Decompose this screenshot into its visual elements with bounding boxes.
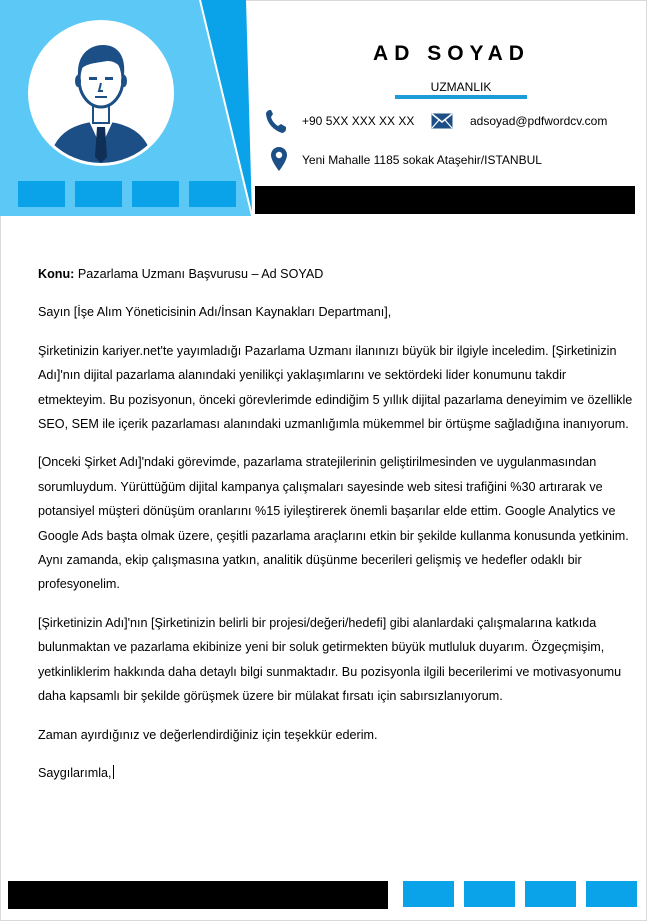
signoff-line [38, 761, 633, 785]
header-tab-block [132, 181, 179, 207]
avatar [28, 20, 174, 166]
subject-line [38, 262, 633, 286]
paragraph-2: [Onceki Şirket Adı]'ndaki görevimde, pazarlama stratejilerinin geliştirilmesinden ve uygulanmasından sorumluydum. Yürüttüğüm dijital kampanya çalışmaları sayesinde web sitesi trafiğini %30 artırarak ve potansiyel müşteri dönüşüm oranlarını %15 iyileştirerek önemli başarılar elde ettim. Google Analytics ve Google Ads başta olmak üzere, çeşitli pazarlama araçlarını etkin bir şekilde kullanma konusunda yetkinim. Aynı zamanda, ekip çalışmasına yatkın, analitik düşünme becerileri gelişmiş ve hedefler odaklı bir profesyonelim. [38, 455, 629, 592]
email-address: adsoyad@pdfwordcv.com [470, 114, 608, 128]
header-black-bar [255, 186, 635, 214]
subject-label: Konu: [38, 267, 75, 281]
candidate-name: AD SOYAD [373, 42, 530, 65]
header-photo-panel [0, 0, 252, 216]
address: Yeni Mahalle 1185 sokak Ataşehir/ISTANBUL [302, 153, 542, 167]
cover-letter-body[interactable] [38, 262, 633, 799]
subject-text: Pazarlama Uzmanı Başvurusu – Ad SOYAD [74, 267, 324, 281]
footer-tab-block [403, 881, 454, 907]
header-tab-strip [18, 181, 236, 207]
person-avatar-icon [31, 23, 171, 163]
paragraph-3: [Şirketinizin Adı]'nın [Şirketinizin belirli bir projesi/değeri/hedefi] gibi alanlardaki çalışmalarına katkıda bulunmaktan ve pazarlama ekibinize yeni bir soluk getirmekten büyük mutluluk duyarım. Özgeçmişim, yetkinliklerim hakkında daha detaylı bilgi sunmaktadır. Bu pozisyonla ilgili becerilerimi ve motivasyonumu daha kapsamlı bir şekilde görüşmek üzere bir mülakat fırsatı için sabırsızlanıyorum. [38, 615, 622, 704]
footer-tab-block [525, 881, 576, 907]
mail-icon [431, 113, 453, 129]
header-tab-block [189, 181, 236, 207]
greeting: Sayın [İşe Alım Yöneticisinin Adı/İnsan Kaynakları Departmanı], [38, 305, 392, 320]
header-tab-block [18, 181, 65, 207]
footer-tab-block [464, 881, 515, 907]
phone-icon-wrapper [265, 108, 287, 134]
closing-line: Zaman ayırdığınız ve değerlendirdiğiniz için teşekkür ederim. [38, 727, 378, 742]
text-cursor [113, 765, 114, 779]
phone-icon [265, 108, 287, 134]
candidate-role: UZMANLIK [430, 80, 492, 94]
role-underline [395, 95, 527, 99]
footer-tab-block [586, 881, 637, 907]
paragraph-1: Şirketinizin kariyer.net'te yayımladığı Pazarlama Uzmanı ilanınızı büyük bir ilgiyle inceledim. [Şirketinizin Adı]'nın dijital pazarlama alanındaki yenilikçi yaklaşımlarını ve sektördeki lider konumunu takdir etmekteyim. Bu pozisyonun, önceki görevlerimde edindiğim 5 yıllık dijital pazarlama deneyimim ve özellikle SEO, SEM ile içerik pazarlaması alanındaki uzmanlığımla mükemmel bir örtüşme sağladığına inanıyorum. [38, 343, 633, 432]
signoff: Saygılarımla, [38, 765, 112, 780]
footer-tab-strip [403, 881, 637, 907]
phone-number: +90 5XX XXX XX XX [302, 114, 415, 128]
header-tab-block [75, 181, 122, 207]
location-pin-icon [270, 146, 288, 172]
footer-black-bar [8, 881, 388, 909]
